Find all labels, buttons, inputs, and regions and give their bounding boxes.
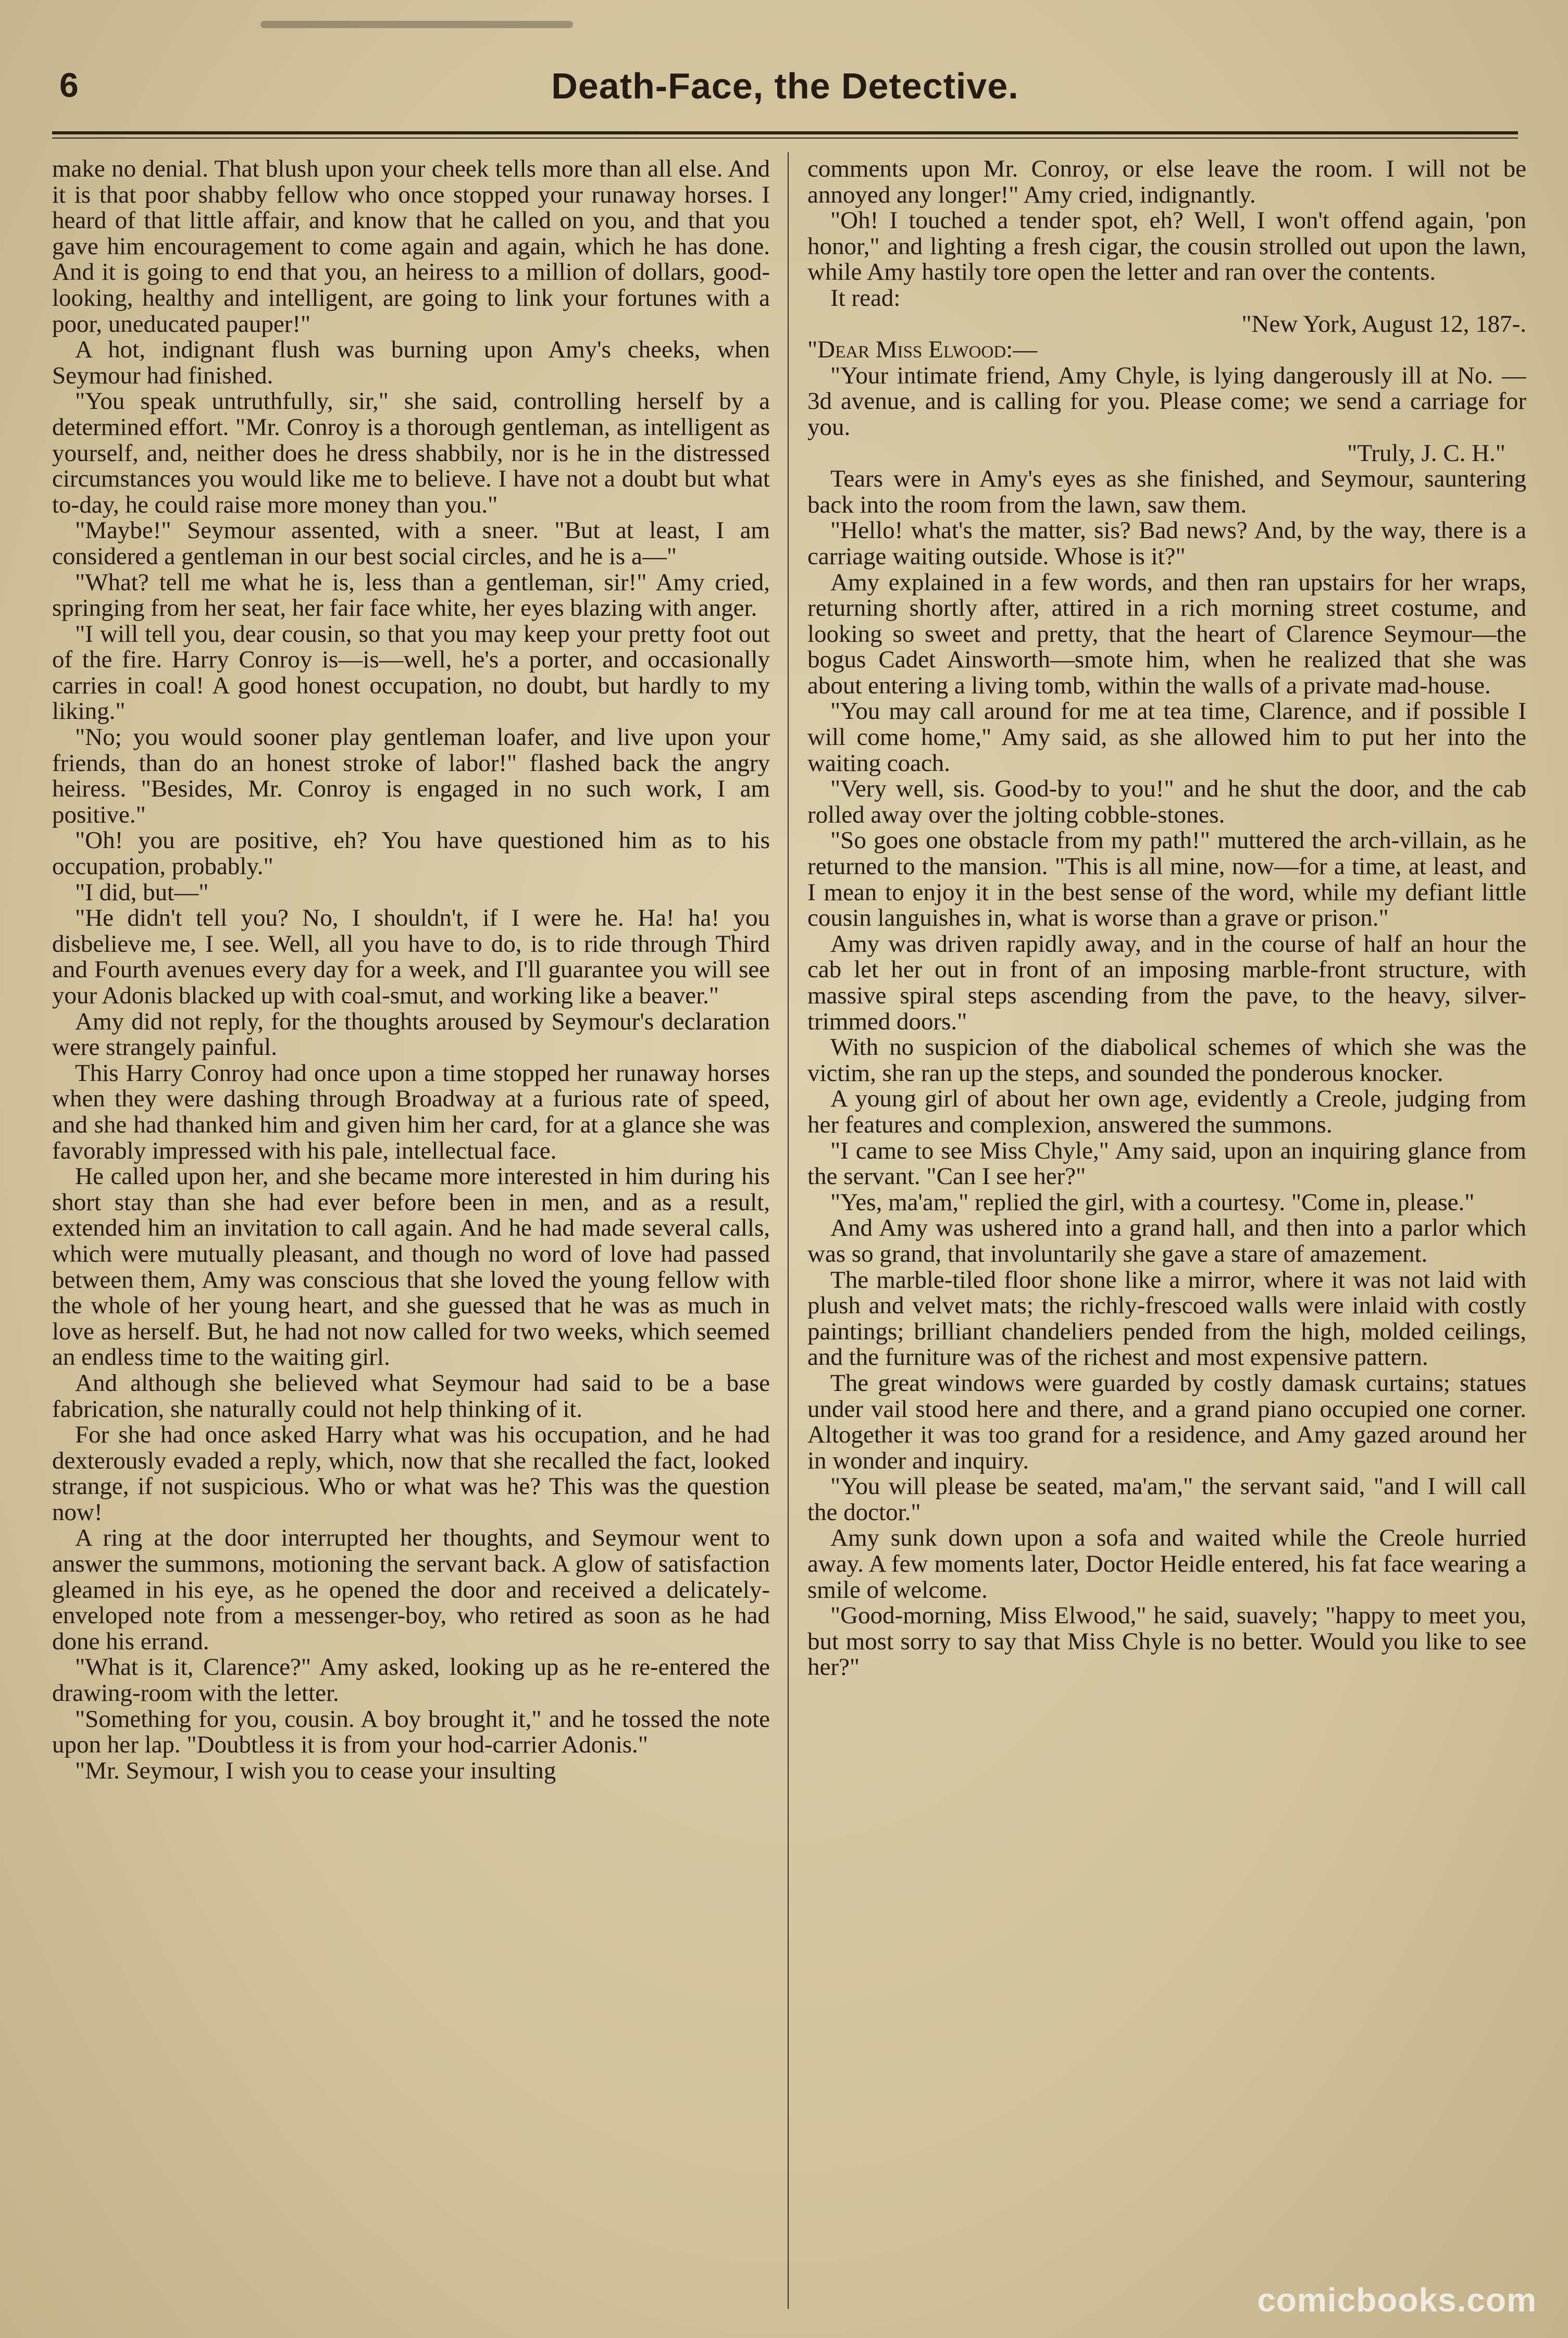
paragraph: "Maybe!" Seymour assented, with a sneer. "But at least, I am considered a gentleman in our best social circles, and he is a—" bbox=[52, 517, 770, 570]
paragraph: "No; you would sooner play gentleman loafer, and live upon your friends, than do an honest stroke of labor!" flashed back the angry heiress. "Besides, Mr. Conroy is engaged in no such work, I am positive." bbox=[52, 724, 770, 828]
left-column bbox=[52, 156, 770, 2313]
paragraph: This Harry Conroy had once upon a time stopped her runaway horses when they were dashing through Broadway at a furious rate of speed, and she had thanked him and given him her card, for at a glance she was favorably impressed with his pale, intellectual face. bbox=[52, 1059, 770, 1164]
paragraph: "New York, August 12, 187-. bbox=[1241, 310, 1526, 338]
paragraph: And although she believed what Seymour had said to be a base fabrication, she naturally could not help thinking of it. bbox=[52, 1369, 770, 1423]
paragraph: "Good-morning, Miss Elwood," he said, suavely; "happy to meet you, but most sorry to say that Miss Chyle is no better. Would you like to see her?" bbox=[807, 1602, 1526, 1681]
column-divider bbox=[788, 152, 789, 2309]
paragraph: "What is it, Clarence?" Amy asked, looking up as he re-entered the drawing-room with the letter. bbox=[52, 1653, 770, 1707]
paragraph: "Yes, ma'am," replied the girl, with a courtesy. "Come in, please." bbox=[830, 1188, 1475, 1216]
paragraph: "He didn't tell you? No, I shouldn't, if I were he. Ha! ha! you disbelieve me, I see. Well, all you have to do, is to ride through Third and Fourth avenues every day for a week, and I'll guarantee you will see your Adonis blacked up with coal-smut, and working like a beaver." bbox=[52, 904, 770, 1009]
paragraph: Amy did not reply, for the thoughts aroused by Seymour's declaration were strangely painful. bbox=[52, 1008, 770, 1061]
paragraph: "Something for you, cousin. A boy brought it," and he tossed the note upon her lap. "Doubtless it is from your hod-carrier Adonis." bbox=[52, 1705, 770, 1759]
paragraph: "Your intimate friend, Amy Chyle, is lying dangerously ill at No. — 3d avenue, and is calling for you. Please come; we send a carriage for you. bbox=[807, 362, 1526, 441]
paragraph: "You may call around for me at tea time, Clarence, and if possible I will come home," Amy said, as she allowed him to put her into the waiting coach. bbox=[807, 698, 1526, 777]
paragraph: "Truly, J. C. H." bbox=[1347, 439, 1505, 467]
paragraph: comments upon Mr. Conroy, or else leave the room. I will not be annoyed any longer!" Amy cried, indignantly. bbox=[807, 156, 1526, 208]
paragraph: "You speak untruthfully, sir," she said, controlling herself by a determined effort. "Mr. Conroy is a thorough gentleman, as intelligent as yourself, and, neither does he dress shabbily, nor is he in the distressed circumstances you would like me to believe. I have not a doubt but what to-day, he could raise more money than you." bbox=[52, 388, 770, 518]
paragraph: The great windows were guarded by costly damask curtains; statues under vail stood here and there, and a grand piano occupied one corner. Altogether it was too grand for a residence, and Amy gazed around her in wonder and inquiry. bbox=[807, 1369, 1526, 1474]
ink-smudge bbox=[260, 21, 573, 28]
paragraph: "Dear Miss Elwood:— bbox=[807, 336, 1038, 364]
paragraph: With no suspicion of the diabolical schemes of which she was the victim, she ran up the steps, and sounded the ponderous knocker. bbox=[807, 1034, 1526, 1087]
paragraph: "I will tell you, dear cousin, so that you may keep your pretty foot out of the fire. Harry Conroy is—is—well, he's a porter, and occasionally carries in coal! A good honest occupation, no doubt, but hardly to my liking." bbox=[52, 620, 770, 725]
paragraph: "You will please be seated, ma'am," the servant said, "and I will call the doctor." bbox=[807, 1473, 1526, 1526]
page-number: 6 bbox=[59, 66, 79, 104]
paragraph: "Very well, sis. Good-by to you!" and he shut the door, and the cab rolled away over the jolting cobble-stones. bbox=[807, 775, 1526, 828]
paragraph: "Hello! what's the matter, sis? Bad news? And, by the way, there is a carriage waiting outside. Whose is it?" bbox=[807, 517, 1526, 570]
paragraph: A hot, indignant flush was burning upon Amy's cheeks, when Seymour had finished. bbox=[52, 336, 770, 389]
header-rule-thin bbox=[52, 138, 1518, 139]
right-column bbox=[807, 156, 1526, 2313]
watermark: comicbooks.com bbox=[1257, 2281, 1537, 2319]
paragraph: "Oh! you are positive, eh? You have questioned him as to his occupation, probably." bbox=[52, 827, 770, 880]
paragraph: And Amy was ushered into a grand hall, and then into a parlor which was so grand, that involuntarily she gave a stare of amazement. bbox=[807, 1214, 1526, 1267]
paragraph: A ring at the door interrupted her thoughts, and Seymour went to answer the summons, motioning the servant back. A glow of satisfaction gleamed in his eye, as he opened the door and received a delicately-enveloped note from a messenger-boy, who retired as soon as he had done his errand. bbox=[52, 1524, 770, 1655]
paragraph: A young girl of about her own age, evidently a Creole, judging from her features and complexion, answered the summons. bbox=[807, 1085, 1526, 1138]
paragraph: make no denial. That blush upon your cheek tells more than all else. And it is that poor shabby fellow who once stopped your runaway horses. I heard of that little affair, and know that he called on you, and that you gave him encouragement to come again and again, which he has done. And it is going to end that you, an heiress to a million of dollars, good-looking, healthy and intelligent, are going to link your fortunes with a poor, uneducated pauper!" bbox=[52, 156, 770, 338]
paragraph: The marble-tiled floor shone like a mirror, where it was not laid with plush and velvet mats; the richly-frescoed walls were inlaid with costly paintings; brilliant chandeliers pended from the high, molded ceilings, and the furniture was of the richest and most expensive pattern. bbox=[807, 1266, 1526, 1371]
header-rule bbox=[52, 131, 1518, 134]
paragraph: It read: bbox=[830, 284, 901, 312]
paragraph: For she had once asked Harry what was his occupation, and he had dexterously evaded a reply, which, now that she recalled the fact, looked strange, if not suspicious. Who or what was he? This was the question now! bbox=[52, 1421, 770, 1526]
paragraph: "I did, but—" bbox=[75, 878, 209, 906]
paragraph: Amy explained in a few words, and then ran upstairs for her wraps, returning shortly after, attired in a rich morning street costume, and looking so sweet and pretty, that the heart of Clarence Seymour—the bogus Cadet Ainsworth—smote him, when he realized that she was about entering a living tomb, within the walls of a private mad-house. bbox=[807, 568, 1526, 699]
paragraph: "Oh! I touched a tender spot, eh? Well, I won't offend again, 'pon honor," and lighting a fresh cigar, the cousin strolled out upon the lawn, while Amy hastily tore open the letter and ran over the contents. bbox=[807, 207, 1526, 286]
paragraph: "Mr. Seymour, I wish you to cease your insulting bbox=[75, 1757, 556, 1784]
paragraph: "I came to see Miss Chyle," Amy said, upon an inquiring glance from the servant. "Can I see her?" bbox=[807, 1137, 1526, 1190]
paragraph: "So goes one obstacle from my path!" muttered the arch-villain, as he returned to the mansion. "This is all mine, now—for a time, at least, and I mean to enjoy it in the best sense of the word, while my defiant little cousin languishes in, what is worse than a grave or prison." bbox=[807, 827, 1526, 932]
paragraph: Tears were in Amy's eyes as she finished, and Seymour, sauntering back into the room from the lawn, saw them. bbox=[807, 465, 1526, 518]
paragraph: "What? tell me what he is, less than a gentleman, sir!" Amy cried, springing from her seat, her fair face white, her eyes blazing with anger. bbox=[52, 568, 770, 622]
paragraph: Amy was driven rapidly away, and in the course of half an hour the cab let her out in front of an imposing marble-front structure, with massive spiral steps ascending from the pave, to the heavy, silver-trimmed doors." bbox=[807, 930, 1526, 1035]
running-title: Death-Face, the Detective. bbox=[551, 66, 1019, 106]
paragraph: Amy sunk down upon a sofa and waited while the Creole hurried away. A few moments later, Doctor Heidle entered, his fat face wearing a smile of welcome. bbox=[807, 1524, 1526, 1603]
paragraph: He called upon her, and she became more interested in him during his short stay than she had ever before been in men, and as a result, extended him an invitation to call again. And he had made several calls, which were mutually pleasant, and though no word of love had passed between them, Amy was conscious that she loved the young fellow with the whole of her young heart, and she guessed that he was as much in love as herself. But, he had not now called for two weeks, which seemed an endless time to the waiting girl. bbox=[52, 1163, 770, 1371]
page-header bbox=[52, 57, 1518, 135]
